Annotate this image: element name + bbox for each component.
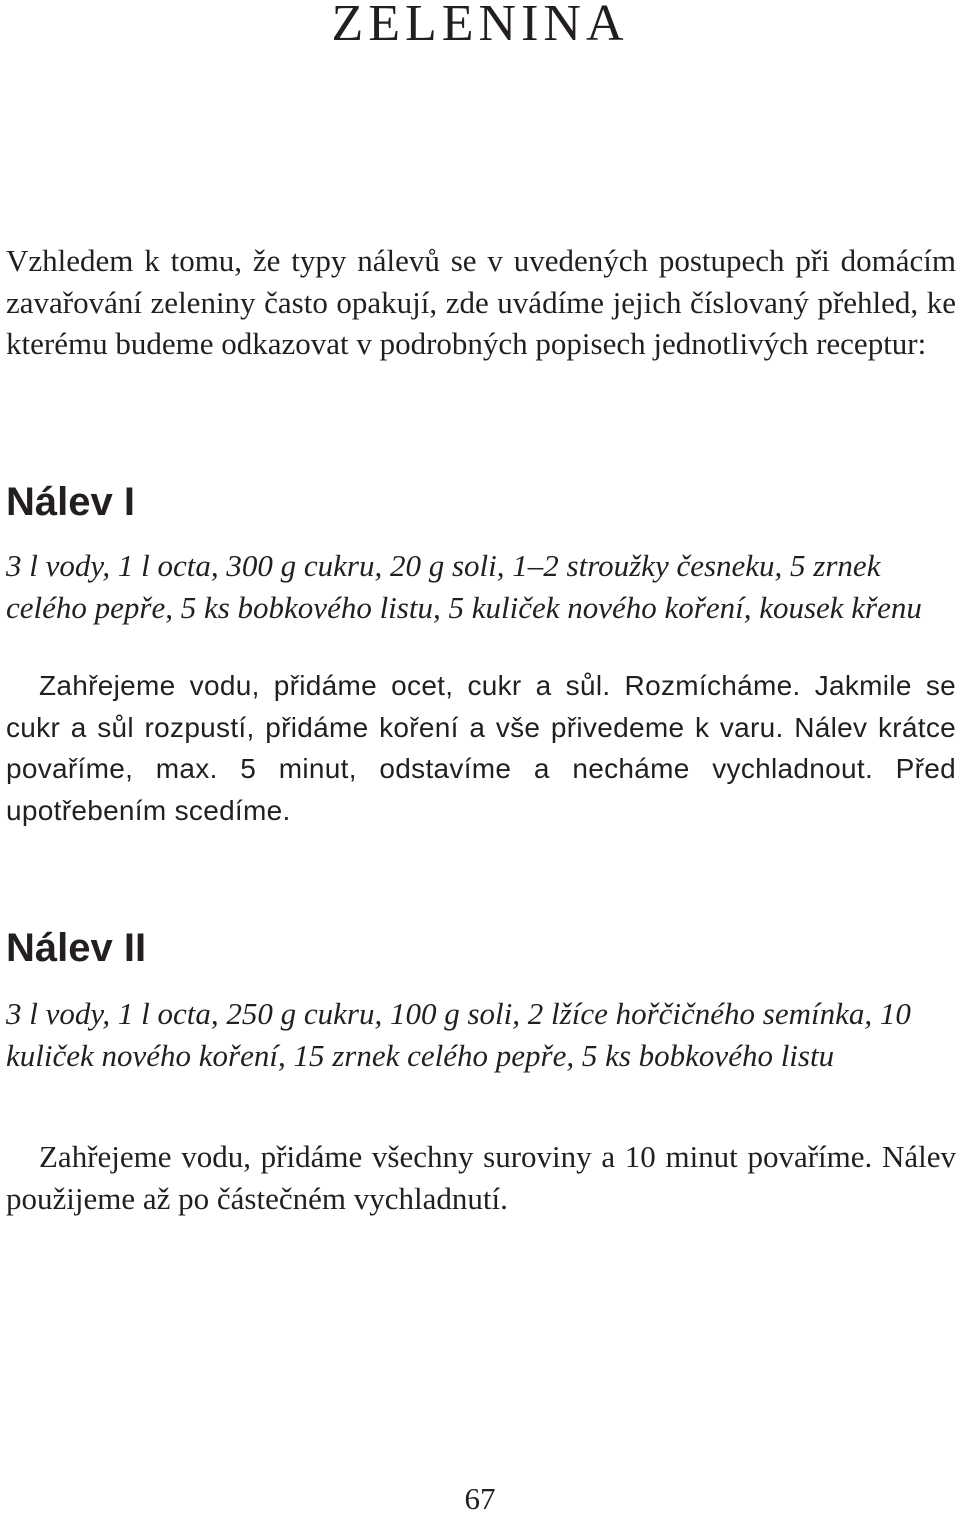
method-nalev-2: Zahřejeme vodu, přidáme všechny suroviny a 10 minut povaříme. Nálev použijeme až po částečném vychladnutí.: [6, 1139, 956, 1216]
ingredients-nalev-1: 3 l vody, 1 l octa, 300 g cukru, 20 g soli, 1–2 stroužky česneku, 5 zrnek celého pepře, 5 ks bobkového listu, 5 kuliček nového koření, kousek křenu: [6, 548, 922, 625]
ingredients-nalev-2: 3 l vody, 1 l octa, 250 g cukru, 100 g soli, 2 lžíce hořčičného semínka, 10 kuliček nového koření, 15 zrnek celého pepře, 5 ks bobkového listu: [6, 996, 911, 1073]
page-number: 67: [464, 1481, 496, 1516]
section-heading-nalev-2: Nálev II: [6, 926, 147, 970]
method-nalev-1: Zahřejeme vodu, přidáme ocet, cukr a sůl. Rozmícháme. Jakmile se cukr a sůl rozpustí, přidáme koření a vše přivedeme k varu. Nálev krátce povaříme, max. 5 minut, odstavíme a necháme vychladnout. Před upotřebením scedíme.: [6, 670, 956, 826]
intro-paragraph: Vzhledem k tomu, že typy nálevů se v uvedených postupech při domácím zavařování zeleniny často opakují, zde uvádíme jejich číslovaný přehled, ke kterému budeme odkazovat v podrobných popisech jednotlivých receptur:: [6, 243, 956, 361]
chapter-title: ZELENINA: [331, 0, 629, 52]
section-heading-nalev-1: Nálev I: [6, 480, 135, 524]
